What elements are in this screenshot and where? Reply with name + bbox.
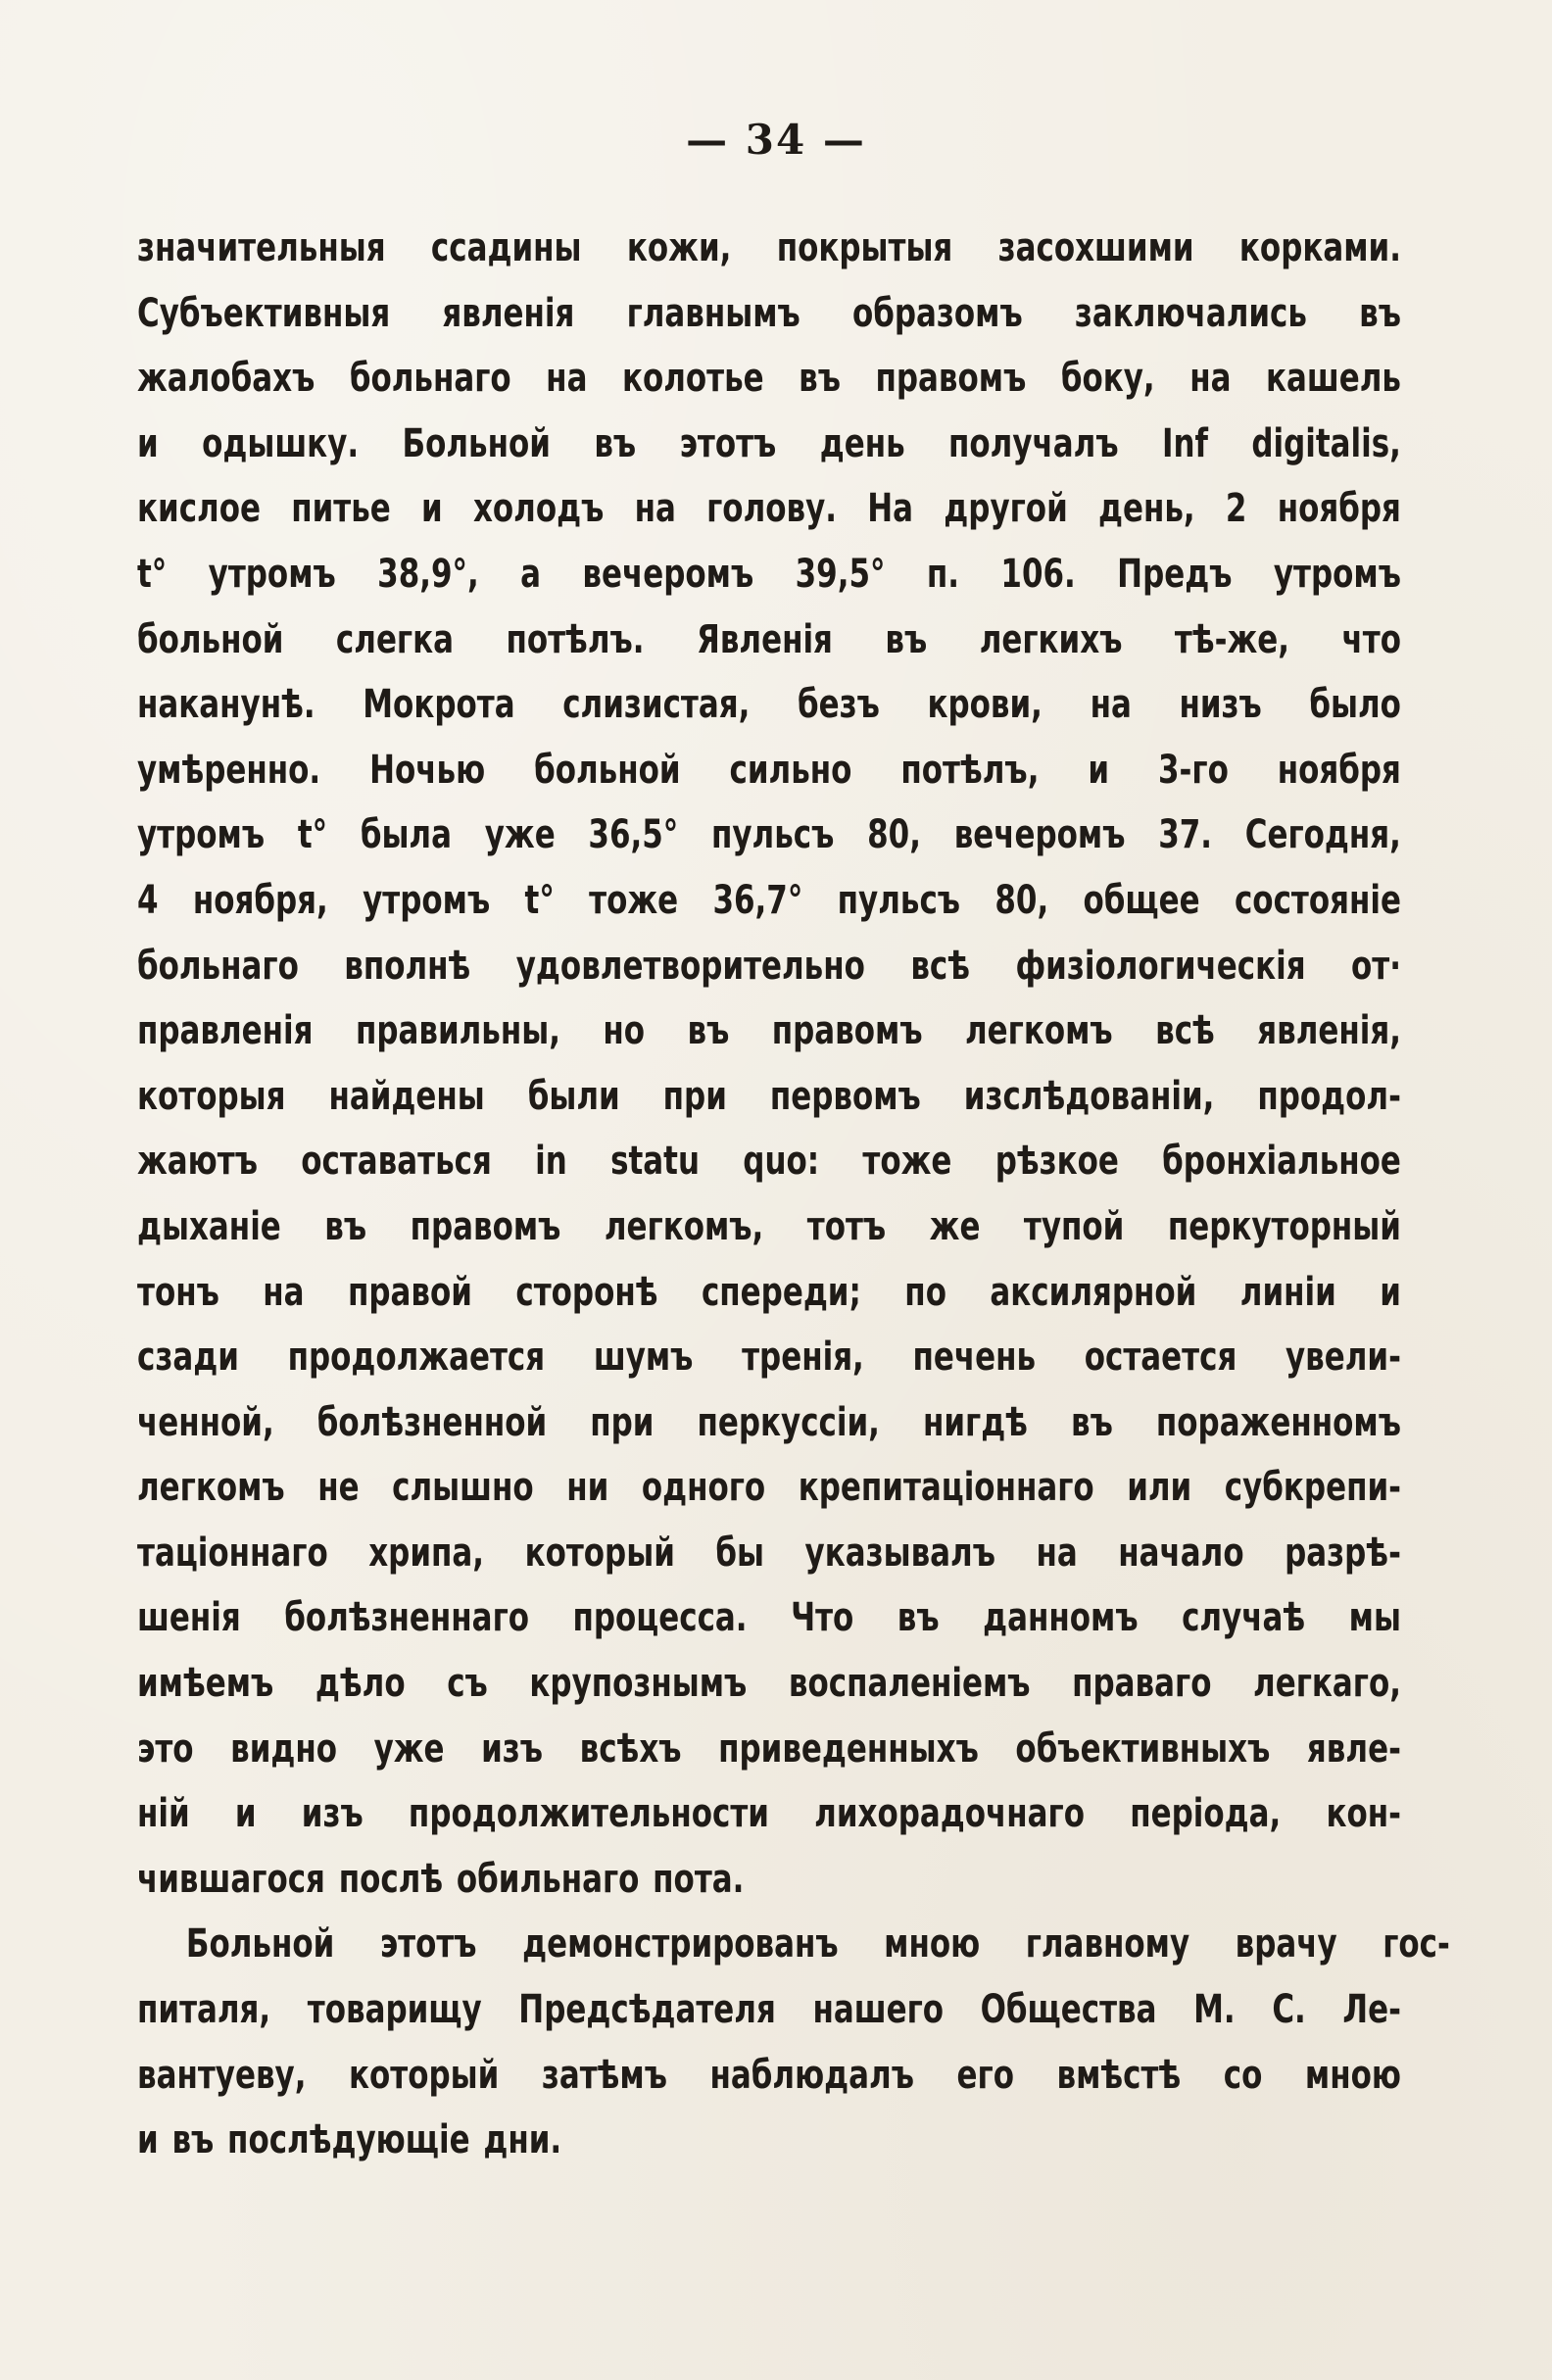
text-line: Больной этотъ демонстрированъ мною главному врачу гос- <box>185 1921 1450 1967</box>
text-line: жаютъ оставаться in statu quo: тоже рѣзкое бронхіальное <box>137 1139 1401 1185</box>
text-line: ній и изъ продолжительности лихорадочнаго періода, кон- <box>137 1791 1401 1837</box>
text-line: питаля, товарищу Предсѣдателя нашего Общества М. С. Ле- <box>137 1987 1401 2033</box>
text-line: t° утромъ 38,9°, а вечеромъ 39,5° п. 106. Предъ утромъ <box>137 551 1401 597</box>
text-line: Субъективныя явленія главнымъ образомъ заключались въ <box>137 290 1401 336</box>
text-line: легкомъ не слышно ни одного крепитаціоннаго или субкрепи- <box>137 1465 1401 1511</box>
text-line: ченной, болѣзненной при перкуссіи, нигдѣ въ пораженномъ <box>137 1399 1401 1445</box>
text-line: умѣренно. Ночью больной сильно потѣлъ, и 3-го ноября <box>137 747 1401 793</box>
body-text <box>137 216 1450 2173</box>
text-line: 4 ноября, утромъ t° тоже 36,7° пульсъ 80, общее состояніе <box>137 877 1401 923</box>
text-line: и въ послѣдующіе дни. <box>137 2117 562 2163</box>
text-line: шенія болѣзненнаго процесса. Что въ данномъ случаѣ мы <box>137 1595 1401 1641</box>
text-line: которыя найдены были при первомъ изслѣдованіи, продол- <box>137 1073 1401 1119</box>
text-line: значительныя ссадины кожи, покрытыя засохшими корками. <box>137 225 1401 270</box>
text-line: имѣемъ дѣло съ крупознымъ воспаленіемъ праваго легкаго, <box>137 1661 1401 1707</box>
text-line: тонъ на правой сторонѣ спереди; по аксилярной линіи и <box>137 1269 1401 1315</box>
text-line: наканунѣ. Мокрота слизистая, безъ крови, на низъ было <box>137 682 1401 728</box>
text-line: больной слегка потѣлъ. Явленія въ легкихъ тѣ-же, что <box>137 616 1401 662</box>
text-line: больнаго вполнѣ удовлетворительно всѣ физіологическія от· <box>137 943 1401 989</box>
text-line: правленія правильны, но въ правомъ легкомъ всѣ явленія, <box>137 1008 1401 1054</box>
text-line: и одышку. Больной въ этотъ день получалъ Inf digitalis, <box>137 420 1401 466</box>
text-line: дыханіе въ правомъ легкомъ, тотъ же тупой перкуторный <box>137 1203 1401 1249</box>
text-line: кислое питье и холодъ на голову. На другой день, 2 ноября <box>137 486 1401 532</box>
text-line: сзади продолжается шумъ тренія, печень остается увели- <box>137 1335 1401 1381</box>
text-line: таціоннаго хрипа, который бы указывалъ на начало разрѣ- <box>137 1530 1401 1576</box>
text-line: вантуеву, который затѣмъ наблюдалъ его вмѣстѣ со мною <box>137 2052 1401 2098</box>
text-line: утромъ t° была уже 36,5° пульсъ 80, вечеромъ 37. Сегодня, <box>137 812 1401 858</box>
text-line: это видно уже изъ всѣхъ приведенныхъ объективныхъ явле- <box>137 1725 1401 1772</box>
text-line: жалобахъ больнаго на колотье въ правомъ боку, на кашель <box>137 356 1401 402</box>
page-number: — 34 — <box>686 116 866 164</box>
text-line: чившагося послѣ обильнаго пота. <box>137 1856 745 1902</box>
